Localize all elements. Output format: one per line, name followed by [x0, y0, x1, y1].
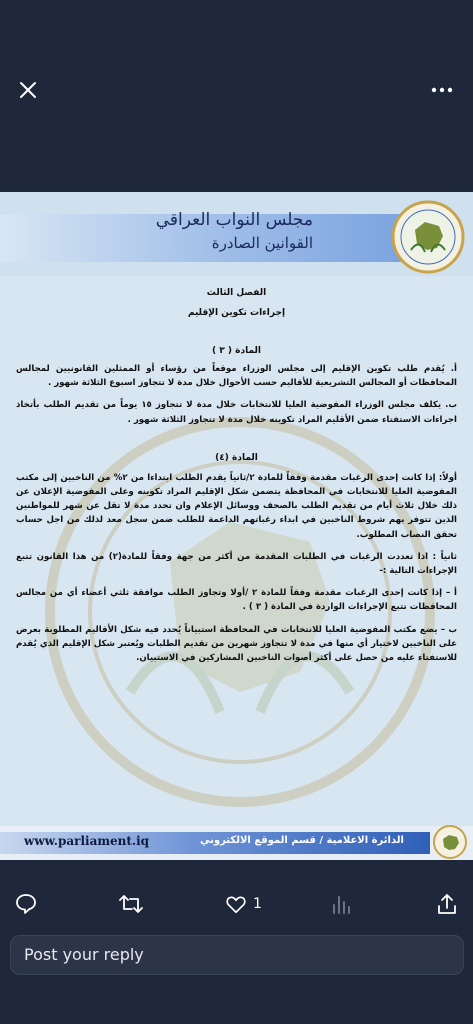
article-4-title: المادة (٤)	[215, 452, 258, 463]
share-icon	[436, 892, 458, 916]
footer-department-text: الدائرة الاعلامية / قسم الموقع الالكتروني	[200, 835, 404, 846]
chapter-label: الفصل الثالث	[206, 288, 267, 298]
reply-input[interactable]	[10, 935, 464, 975]
views-icon	[331, 893, 351, 915]
heart-icon	[225, 893, 247, 915]
article-4-clause-b: ب – يضع مكتب المفوضية العليا للانتخابات في المحافظة استبياناً يُحدد فيه شكل الأقاليم المطلوبة بعرض على الناخبين لاختيار أي منها في مدة لا تتجاوز شهرين من تقديم الطلبات ويُعتبر شكل الإقليم الذي يُقدم للاستفتاء عليه من حصل على أكثر أصوات الناخبين المشاركين في الاستبيان.	[16, 624, 457, 664]
reply-placeholder: Post your reply	[24, 945, 144, 964]
article-3-clause-a: أ. يُقدم طلب تكوين الإقليم إلى مجلس الوزراء موقعاً من رؤساء أو الممثلين القانونيين لمجالس المحافظات أو المجالس التشريعية للأقاليم حسب الأحوال خلال مدة لا تتجاوز اسبوع الثلاثة شهور .	[16, 364, 457, 389]
parliament-seal-logo	[391, 200, 465, 274]
footer-url: www.parliament.iq	[24, 834, 150, 848]
more-options-button[interactable]	[425, 76, 459, 104]
repost-button[interactable]	[118, 890, 144, 918]
close-icon	[19, 81, 37, 99]
repost-icon	[118, 892, 144, 916]
reply-button[interactable]	[14, 890, 38, 918]
document-content	[10, 278, 463, 665]
article-4-clause-a: أ – إذا كانت إحدى الرغبات مقدمة وفقاً للمادة ٢ /أولا وتجاوز الطلب موافقة ثلثي أعضاء أي من مجالس المحافظات تتبع الإجراءات الواردة في المادة ( ٣ ) .	[16, 588, 457, 613]
article-4-second: ثانياً : اذا تعددت الرغبات في الطلبات المقدمة من أكثر من جهة وفقاً للمادة(٢) من هذا القانون تتبع الإجراءات التالية :-	[16, 551, 457, 577]
like-count: 1	[253, 896, 262, 912]
article-3-title: المادة ( ٣ )	[212, 346, 261, 356]
more-icon	[431, 87, 453, 93]
like-button[interactable]	[225, 890, 262, 918]
footer-seal-logo	[433, 825, 467, 859]
chapter-title: إجراءات تكوين الإقليم	[187, 308, 286, 318]
top-bar	[0, 0, 473, 192]
post-action-bar	[0, 884, 473, 924]
views-button[interactable]	[331, 890, 351, 918]
document-image[interactable]	[0, 192, 473, 860]
article-4-first: أولاً: إذا كانت إحدى الرغبات مقدمة وفقاً للمادة ٢/ثانياً يقدم الطلب ابتداءا من ٢% من الناخبين إلى مكتب المفوضية العليا للانتخابات في المحافظة يتضمن شكل الإقليم المراد تكوينه وعلى المفوضية الإعلان عن ذلك خلال ثلاث أيام من تقديم الطلب بالصحف ووسائل الإعلام وان تحدد مدة لا تقل عن شهر للمواطنين الذين تتوفر بهم شروط الناخبين في ابداء رغباتهم الداعمة للطلب ضمن سجل معد لذلك من اجل حساب تحقق النصاب المطلوب.	[16, 472, 457, 540]
share-button[interactable]	[436, 890, 458, 918]
header-subtitle: القوانين الصادرة	[211, 234, 313, 252]
article-3-clause-b: ب. يكلف مجلس الوزراء المفوضية العليا للانتخابات خلال مدة لا تتجاوز ١٥ يوماً من تقديم الطلب بأتخاذ اجراءات الاستفتاء ضمن الأقليم المراد تكوينه خلال مدة لا تتجاوز الثلاثة شهور .	[16, 400, 457, 425]
close-button[interactable]	[14, 76, 42, 104]
comment-icon	[14, 892, 38, 916]
header-title: مجلس النواب العراقي	[155, 210, 313, 230]
